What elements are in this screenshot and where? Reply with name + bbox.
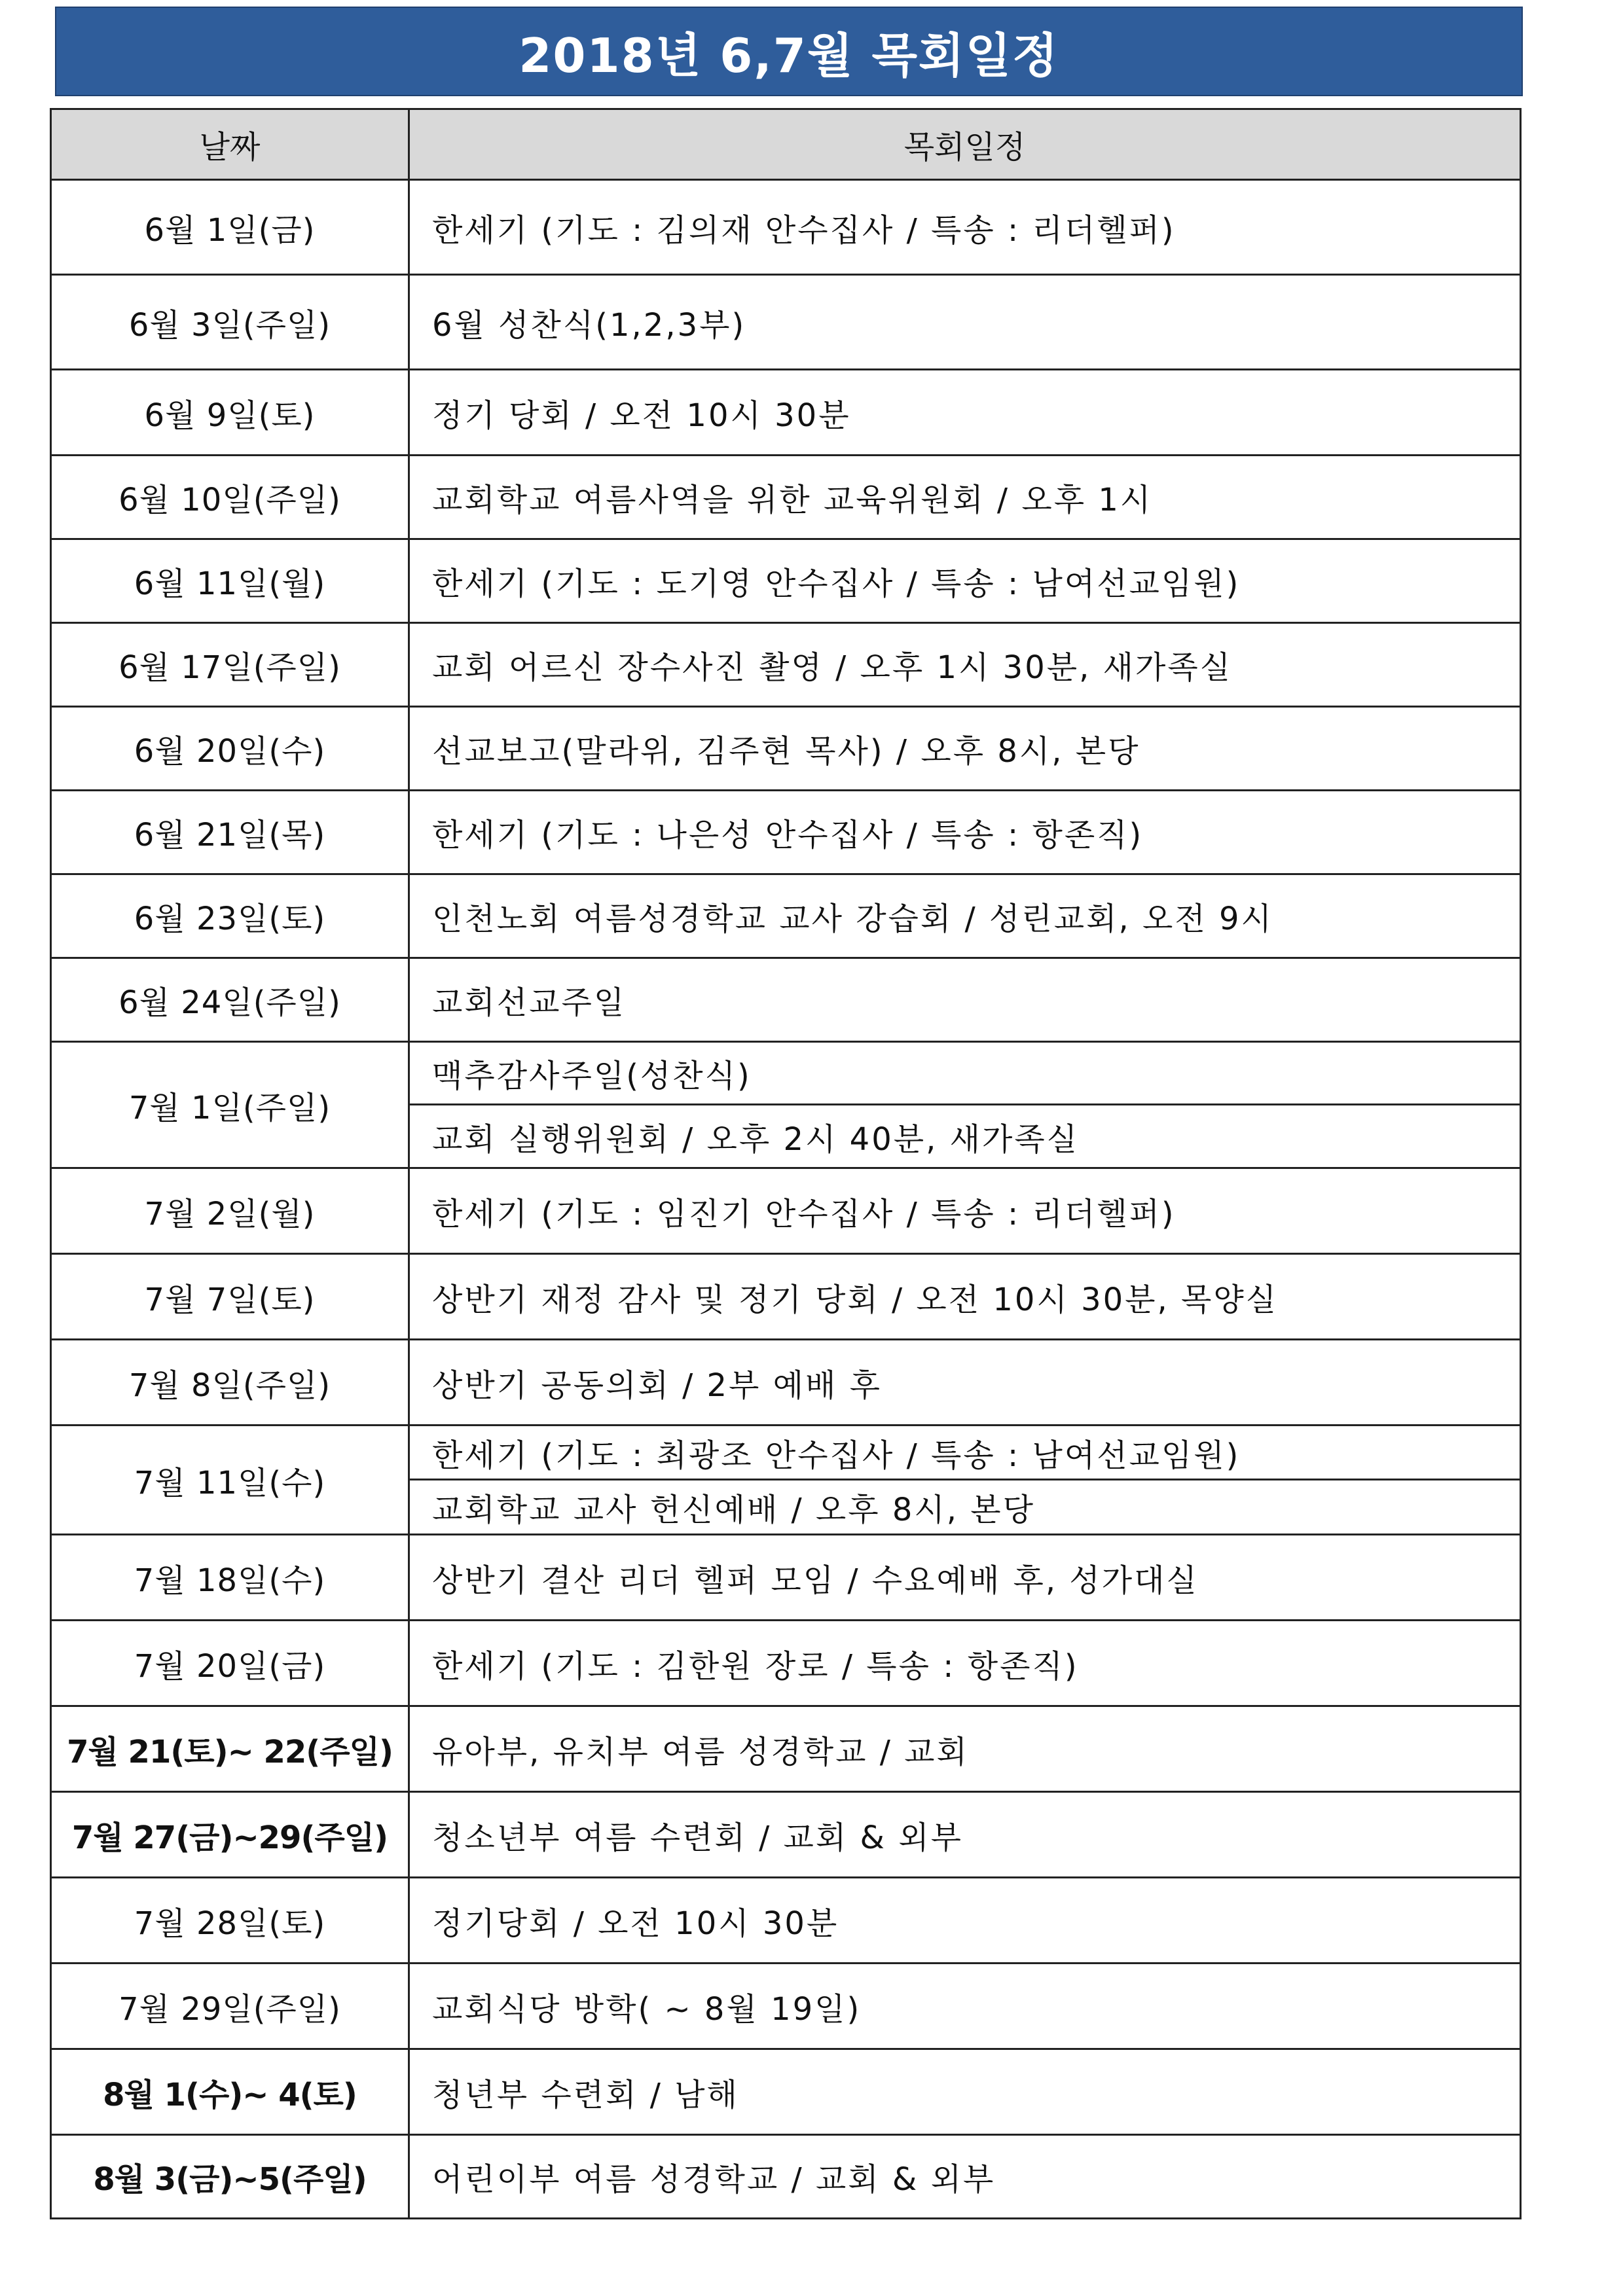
event-column-header: 목회일정 [409,109,1521,180]
table-row [51,1254,1521,1340]
event-cell: 청소년부 여름 수련회 / 교회 & 외부 [409,1792,1521,1878]
date-cell: 7월 2일(월) [51,1168,409,1254]
table-row [51,1706,1521,1792]
date-column-header: 날짜 [51,109,409,180]
event-cell: 한세기 (기도 : 김한원 장로 / 특송 : 항존직) [409,1621,1521,1706]
table-row [51,623,1521,707]
event-cell: 어린이부 여름 성경학교 / 교회 & 외부 [409,2135,1521,2219]
table-row [51,1426,1521,1480]
table-row [51,1878,1521,1964]
event-cell: 상반기 재정 감사 및 정기 당회 / 오전 10시 30분, 목양실 [409,1254,1521,1340]
page-title: 2018년 6,7월 목회일정 [519,27,1059,83]
table-row [51,275,1521,370]
date-cell: 7월 1일(주일) [51,1042,409,1168]
date-cell: 7월 21(토)~ 22(주일) [51,1706,409,1792]
event-cell: 교회 어르신 장수사진 촬영 / 오후 1시 30분, 새가족실 [409,623,1521,707]
event-cell: 교회 실행위원회 / 오후 2시 40분, 새가족실 [409,1105,1521,1168]
event-cell: 정기 당회 / 오전 10시 30분 [409,370,1521,456]
event-cell: 한세기 (기도 : 김의재 안수집사 / 특송 : 리더헬퍼) [409,180,1521,275]
event-cell: 인천노회 여름성경학교 교사 강습회 / 성린교회, 오전 9시 [409,874,1521,958]
table-header-row [51,109,1521,180]
event-cell: 교회학교 교사 헌신예배 / 오후 8시, 본당 [409,1480,1521,1535]
date-cell: 6월 9일(토) [51,370,409,456]
table-row [51,874,1521,958]
event-cell: 교회학교 여름사역을 위한 교육위원회 / 오후 1시 [409,456,1521,539]
date-cell: 7월 29일(주일) [51,1964,409,2049]
event-cell: 한세기 (기도 : 나은성 안수집사 / 특송 : 항존직) [409,791,1521,874]
table-row [51,791,1521,874]
table-row [51,539,1521,623]
event-cell: 정기당회 / 오전 10시 30분 [409,1878,1521,1964]
date-cell: 6월 24일(주일) [51,958,409,1042]
date-cell: 7월 27(금)~29(주일) [51,1792,409,1878]
date-cell: 6월 23일(토) [51,874,409,958]
date-cell: 7월 7일(토) [51,1254,409,1340]
event-cell: 유아부, 유치부 여름 성경학교 / 교회 [409,1706,1521,1792]
table-row [51,2049,1521,2135]
table-row [51,958,1521,1042]
table-row [51,1792,1521,1878]
date-cell: 7월 28일(토) [51,1878,409,1964]
event-cell: 상반기 결산 리더 헬퍼 모임 / 수요예배 후, 성가대실 [409,1535,1521,1621]
event-cell: 선교보고(말라위, 김주현 목사) / 오후 8시, 본당 [409,707,1521,791]
date-cell: 8월 3(금)~5(주일) [51,2135,409,2219]
date-cell: 6월 10일(주일) [51,456,409,539]
table-row [51,1621,1521,1706]
date-cell: 7월 11일(수) [51,1426,409,1535]
date-cell: 6월 21일(목) [51,791,409,874]
table-row [51,707,1521,791]
table-row [51,456,1521,539]
date-cell: 8월 1(수)~ 4(토) [51,2049,409,2135]
date-cell: 6월 3일(주일) [51,275,409,370]
date-cell: 7월 18일(수) [51,1535,409,1621]
date-cell: 6월 1일(금) [51,180,409,275]
event-cell: 교회식당 방학( ~ 8월 19일) [409,1964,1521,2049]
table-row [51,1340,1521,1426]
event-cell: 맥추감사주일(성찬식) [409,1042,1521,1105]
date-cell: 6월 11일(월) [51,539,409,623]
date-cell: 7월 20일(금) [51,1621,409,1706]
table-row [51,1042,1521,1105]
event-cell: 교회선교주일 [409,958,1521,1042]
table-row [51,1964,1521,2049]
date-cell: 6월 20일(수) [51,707,409,791]
table-row [51,180,1521,275]
event-cell: 한세기 (기도 : 최광조 안수집사 / 특송 : 남여선교임원) [409,1426,1521,1480]
table-row [51,1535,1521,1621]
event-cell: 청년부 수련회 / 남해 [409,2049,1521,2135]
page-title-bar [55,7,1523,96]
event-cell: 6월 성찬식(1,2,3부) [409,275,1521,370]
event-cell: 한세기 (기도 : 도기영 안수집사 / 특송 : 남여선교임원) [409,539,1521,623]
table-row [51,1168,1521,1254]
table-row [51,370,1521,456]
table-row [51,2135,1521,2219]
date-cell: 7월 8일(주일) [51,1340,409,1426]
event-cell: 한세기 (기도 : 임진기 안수집사 / 특송 : 리더헬퍼) [409,1168,1521,1254]
event-cell: 상반기 공동의회 / 2부 예배 후 [409,1340,1521,1426]
schedule-table [50,108,1522,2219]
date-cell: 6월 17일(주일) [51,623,409,707]
